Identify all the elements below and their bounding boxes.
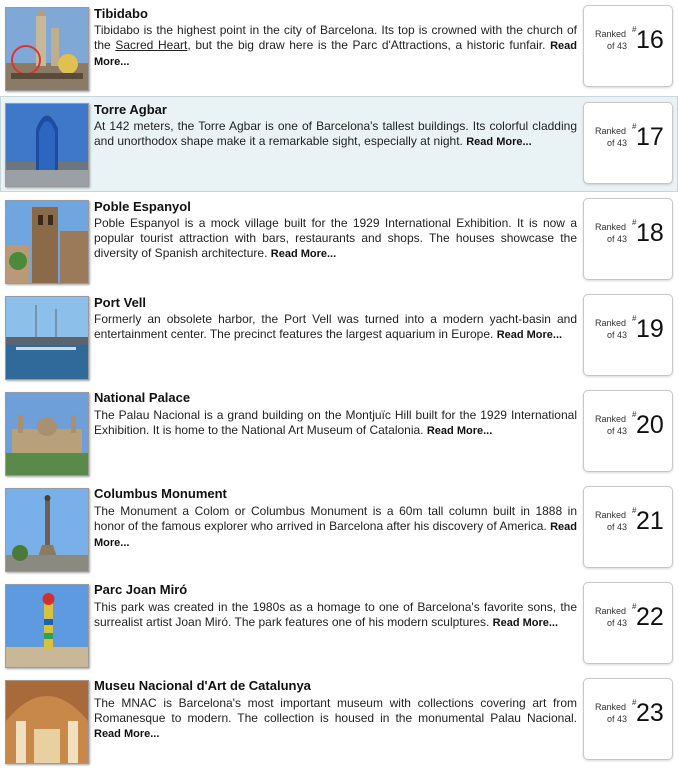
ranked-label: Ranked: [595, 702, 627, 712]
ranked-label: Ranked: [595, 414, 627, 424]
rank-hash: #: [632, 410, 637, 419]
attraction-description: [94, 696, 577, 742]
attraction-title[interactable]: Parc Joan Miró: [94, 582, 188, 597]
rank-hash: #: [632, 602, 637, 611]
rank-hash: #: [632, 698, 637, 707]
list-item: [0, 193, 678, 289]
description-text: The MNAC is Barcelona's most important museum with collections covering art from Romanesque to modern. The collection is housed in the monumental Palau Nacional.: [94, 696, 577, 725]
rank-badge: [583, 390, 673, 472]
parc-joan-miro-photo[interactable]: [5, 584, 89, 668]
list-item: [0, 481, 678, 577]
read-more-link[interactable]: Read More...: [426, 425, 493, 437]
rank-number: 23: [636, 699, 664, 727]
rank-total: of 43: [607, 234, 628, 244]
read-more-link[interactable]: Read More...: [496, 329, 563, 341]
list-item: [0, 577, 678, 673]
attraction-title[interactable]: Torre Agbar: [94, 102, 167, 117]
rank-number: 21: [636, 507, 664, 535]
description-text: Formerly an obsolete harbor, the Port Vell was turned into a modern yacht-basin and entertainment center. The precinct features the largest aquarium in Europe.: [94, 312, 577, 341]
ranked-label: Ranked: [595, 510, 627, 520]
attraction-description: [94, 504, 577, 551]
sacred-heart-link[interactable]: Sacred Heart: [115, 38, 188, 52]
rank-number: 16: [636, 26, 664, 54]
tibidabo-photo[interactable]: [5, 7, 89, 91]
attraction-description: [94, 312, 577, 343]
rank-total: of 43: [607, 330, 628, 340]
attraction-description: [94, 216, 577, 262]
attraction-title[interactable]: Poble Espanyol: [94, 199, 191, 214]
description-text: , but the big draw here is the Parc d'Attractions, a historic funfair.: [187, 38, 546, 52]
attraction-title[interactable]: Columbus Monument: [94, 486, 227, 501]
read-more-link[interactable]: Read More...: [94, 40, 578, 68]
rank-total: of 43: [607, 138, 628, 148]
torre-agbar-photo[interactable]: [5, 103, 89, 187]
list-item: [0, 96, 678, 192]
description-text: This park was created in the 1980s as a homage to one of Barcelona's favorite sons, the surrealist artist Joan Miró. The park features one of his modern sculptures.: [94, 600, 577, 629]
read-more-link[interactable]: Read More...: [492, 617, 559, 629]
ranked-label: Ranked: [595, 126, 627, 136]
rank-badge: [583, 486, 673, 568]
rank-badge: [583, 294, 673, 376]
attraction-title[interactable]: National Palace: [94, 390, 191, 405]
rank-hash: #: [632, 122, 637, 131]
rank-badge: [583, 198, 673, 280]
attraction-description: [94, 119, 577, 150]
description-text: Tibidabo is the highest point in the city of Barcelona. Its top is crowned with the church of the: [94, 23, 577, 52]
rank-total: of 43: [607, 426, 628, 436]
rank-hash: #: [632, 314, 637, 323]
ranked-label: Ranked: [595, 318, 627, 328]
ranked-label: Ranked: [595, 29, 627, 39]
read-more-link[interactable]: Read More...: [94, 728, 160, 740]
rank-hash: #: [632, 218, 637, 227]
mnac-photo[interactable]: [5, 680, 89, 764]
rank-total: of 43: [607, 522, 628, 532]
read-more-link[interactable]: Read More...: [94, 521, 577, 549]
rank-hash: #: [632, 506, 637, 515]
rank-hash: #: [632, 25, 637, 34]
read-more-link[interactable]: Read More...: [466, 136, 532, 148]
list-item: [0, 385, 678, 481]
description-text: The Palau Nacional is a grand building on the Montjuïc Hill built for the 1929 International Exhibition. It is home to the National Art Museum of Catalonia.: [94, 408, 577, 437]
rank-total: of 43: [607, 618, 628, 628]
poble-espanyol-photo[interactable]: [5, 200, 89, 284]
attraction-description: [94, 600, 577, 631]
rank-total: of 43: [607, 714, 628, 724]
attraction-title[interactable]: Tibidabo: [94, 6, 148, 21]
list-item: [0, 673, 678, 769]
rank-number: 17: [636, 123, 664, 151]
read-more-link[interactable]: Read More...: [270, 248, 337, 260]
ranked-label: Ranked: [595, 606, 627, 616]
rank-number: 22: [636, 603, 664, 631]
description-text: At 142 meters, the Torre Agbar is one of Barcelona's tallest buildings. Its colorful cladding and unorthodox shape make it a remarkable sight, especially at night.: [94, 119, 577, 148]
national-palace-photo[interactable]: [5, 392, 89, 476]
list-item: [0, 289, 678, 385]
columbus-monument-photo[interactable]: [5, 488, 89, 572]
rank-number: 20: [636, 411, 664, 439]
rank-number: 19: [636, 315, 664, 343]
rank-number: 18: [636, 219, 664, 247]
attraction-description: [94, 408, 577, 439]
rank-badge: [583, 102, 673, 184]
port-vell-photo[interactable]: [5, 296, 89, 380]
rank-badge: [583, 5, 673, 87]
attraction-title[interactable]: Museu Nacional d'Art de Catalunya: [94, 678, 311, 693]
attraction-description: [94, 23, 577, 70]
list-item: [0, 0, 678, 96]
rank-badge: [583, 582, 673, 664]
description-text: The Monument a Colom or Columbus Monument is a 60m tall column built in 1888 in honor of the famous explorer who arrived in Barcelona after his discovery of America.: [94, 504, 577, 533]
rank-badge: [583, 678, 673, 760]
attraction-title[interactable]: Port Vell: [94, 295, 147, 310]
ranked-label: Ranked: [595, 222, 627, 232]
rank-total: of 43: [607, 41, 628, 51]
description-text: Poble Espanyol is a mock village built for the 1929 International Exhibition. It is now a popular tourist attraction with bars, restaurants and shops. The houses showcase the diversity of Spanish architecture.: [94, 216, 577, 260]
